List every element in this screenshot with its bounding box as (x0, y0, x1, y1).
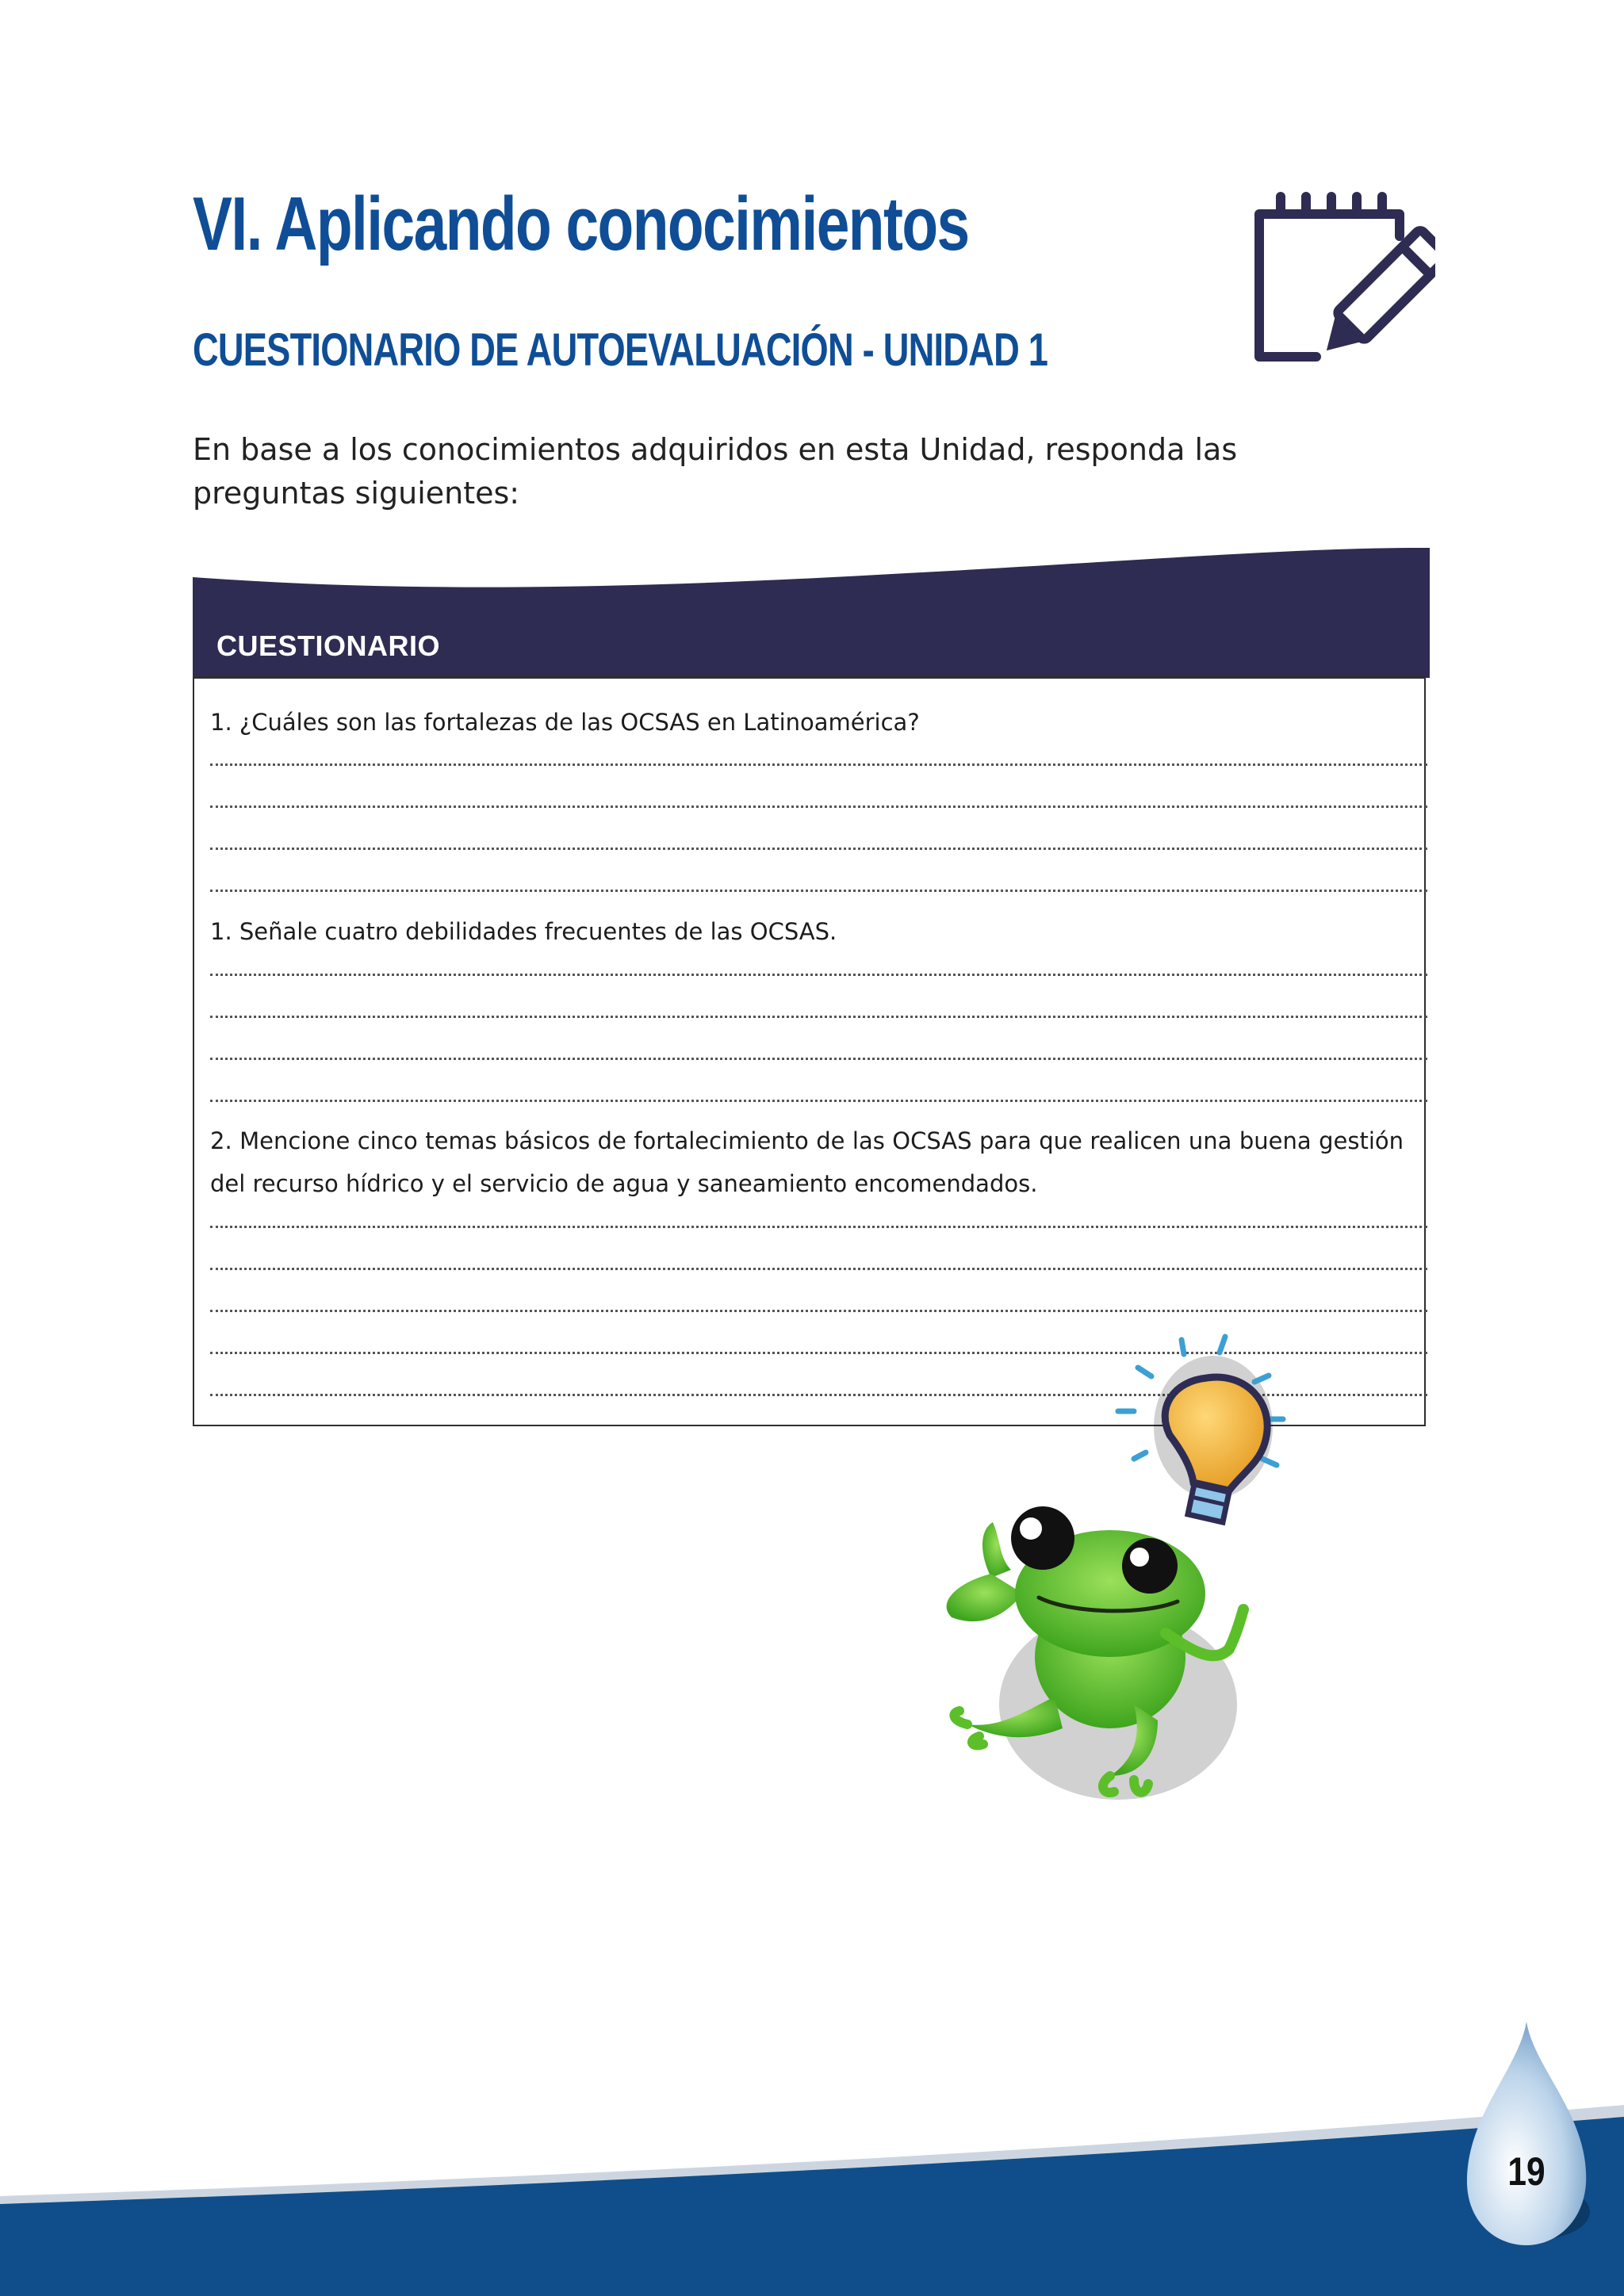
page-title: VI. Aplicando conocimientos (193, 182, 969, 266)
answer-line[interactable] (210, 1100, 1427, 1102)
notepad-pencil-icon (1253, 190, 1435, 373)
frog-mascot-icon (904, 1332, 1316, 1839)
question-2: 1. Señale cuatro debilidades frecuentes de las OCSAS. (210, 918, 837, 945)
questionnaire-box (193, 676, 1426, 1426)
answer-line[interactable] (210, 848, 1427, 850)
footer-wave (0, 2061, 1624, 2296)
answer-line[interactable] (210, 1058, 1427, 1060)
section-subtitle: CUESTIONARIO DE AUTOEVALUACIÓN - UNIDAD 1 (193, 324, 1048, 376)
answer-line[interactable] (210, 806, 1427, 808)
water-drop-icon (1459, 2022, 1594, 2252)
answer-line[interactable] (210, 1226, 1427, 1228)
answer-line[interactable] (210, 763, 1427, 766)
answer-line[interactable] (210, 1268, 1427, 1270)
answer-line[interactable] (210, 1016, 1427, 1018)
questionnaire-header: CUESTIONARIO (216, 629, 441, 662)
answer-line[interactable] (210, 974, 1427, 976)
intro-text: En base a los conocimientos adquiridos en esta Unidad, responda las preguntas siguientes: (193, 432, 1238, 511)
question-3: 2. Mencione cinco temas básicos de fortalecimiento de las OCSAS para que realicen una buena gestión del recurso hídrico y el servicio de agua y saneamiento encomendados. (210, 1127, 1404, 1197)
page-number: 19 (1507, 2149, 1545, 2194)
answer-line[interactable] (210, 890, 1427, 892)
answer-line[interactable] (210, 1310, 1427, 1312)
question-1: 1. ¿Cuáles son las fortalezas de las OCSAS en Latinoamérica? (210, 709, 920, 736)
